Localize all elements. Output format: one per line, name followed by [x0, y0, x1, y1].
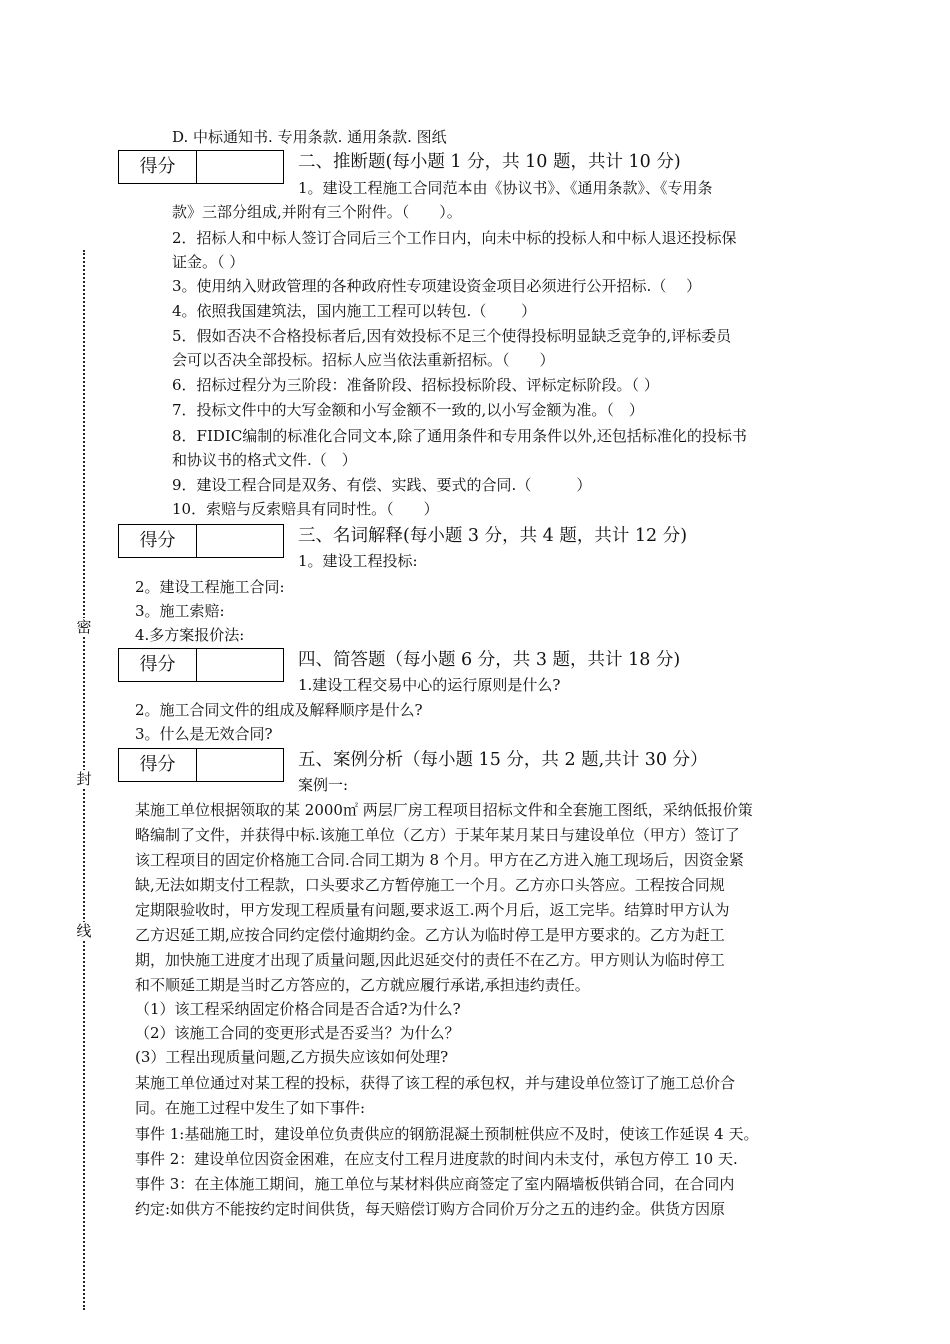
section4-title: 四、简答题（每小题 6 分，共 3 题，共计 18 分) [298, 650, 681, 670]
q2-line: 6．招标过程分为三阶段：准备阶段、招标投标阶段、评标定标阶段。（ ） [172, 376, 659, 394]
q2-line: 5．假如否决不合格投标者后,因有效投标不足三个使得投标明显缺乏竞争的,评标委员 [172, 327, 732, 345]
case-line: 乙方迟延工期,应按合同约定偿付逾期约金。乙方认为临时停工是甲方要求的。乙方为赶工 [135, 926, 725, 944]
score-box-section5 [118, 748, 284, 782]
score-label: 得分 [119, 749, 197, 781]
q2-line: 和协议书的格式文件.（ ） [172, 451, 357, 469]
score-box-section2 [118, 150, 284, 184]
section3-title: 三、名词解释(每小题 3 分，共 4 题，共计 12 分) [298, 526, 688, 546]
case-question: (3）工程出现质量问题,乙方损失应该如何处理? [135, 1048, 449, 1066]
q3-line: 1。建设工程投标: [298, 552, 418, 570]
case-line: 某施工单位通过对某工程的投标，获得了该工程的承包权，并与建设单位签订了施工总价合 [135, 1074, 736, 1092]
binding-char-closed: 封 [76, 770, 92, 788]
score-blank [197, 525, 283, 557]
binding-char-seal: 密 [76, 618, 92, 636]
case-question: （1）该工程采纳固定价格合同是否合适?为什么? [135, 1000, 461, 1018]
q4-line: 1.建设工程交易中心的运行原则是什么? [298, 676, 561, 694]
case-line: 某施工单位根据领取的某 2000㎡ 两层厂房工程项目招标文件和全套施工图纸，采纳低报价策 [135, 801, 753, 819]
score-label: 得分 [119, 525, 197, 557]
q2-line: 3。使用纳入财政管理的各种政府性专项建设资金项目必须进行公开招标.（ ） [172, 277, 702, 295]
section5-title: 五、案例分析（每小题 15 分，共 2 题,共计 30 分） [298, 750, 708, 770]
score-box-section4 [118, 648, 284, 682]
option-d: D. 中标通知书. 专用条款. 通用条款. 图纸 [172, 128, 447, 146]
q3-line: 4.多方案报价法: [135, 626, 245, 644]
case-line: 和不顺延工期是当时乙方答应的，乙方就应履行承诺,承担违约责任。 [135, 976, 590, 994]
q3-line: 2。建设工程施工合同: [135, 578, 285, 596]
q2-line: 款》三部分组成,并附有三个附件。（ ）。 [172, 203, 462, 221]
q2-line: 会可以否决全部投标。招标人应当依法重新招标。（ ） [172, 351, 555, 369]
q4-line: 3。什么是无效合同? [135, 725, 273, 743]
case-line: 同。在施工过程中发生了如下事件: [135, 1099, 366, 1117]
case-line: 事件 3：在主体施工期间，施工单位与某材料供应商签定了室内隔墙板供销合同，在合同内 [135, 1175, 735, 1193]
case-line: 定期限验收时，甲方发现工程质量有问题,要求返工.两个月后，返工完毕。结算时甲方认为 [135, 901, 730, 919]
q2-line: 8．FIDIC编制的标准化合同文本,除了通用条件和专用条件以外,还包括标准化的投标书 [172, 427, 747, 445]
section2-title: 二、推断题(每小题 1 分，共 10 题，共计 10 分) [298, 152, 681, 172]
case-question: （2）该施工合同的变更形式是否妥当？为什么？ [135, 1024, 460, 1042]
binding-char-line: 线 [76, 922, 92, 940]
q2-line: 2．招标人和中标人签订合同后三个工作日内，向未中标的投标人和中标人退还投标保 [172, 229, 737, 247]
case-line: 事件 1:基础施工时，建设单位负责供应的钢筋混凝土预制桩供应不及时，使该工作延误 4 天。 [135, 1125, 759, 1143]
q2-line: 9．建设工程合同是双务、有偿、实践、要式的合同.（ ） [172, 476, 592, 494]
score-label: 得分 [119, 151, 197, 183]
q2-line: 4。依照我国建筑法，国内施工工程可以转包.（ ） [172, 302, 537, 320]
q2-line: 10．索赔与反索赔具有同时性。（ ） [172, 500, 439, 518]
score-label: 得分 [119, 649, 197, 681]
score-blank [197, 649, 283, 681]
case-line: 约定:如供方不能按约定时间供货，每天赔偿订购方合同价万分之五的违约金。供货方因原 [135, 1200, 726, 1218]
q2-line: 7．投标文件中的大写金额和小写金额不一致的,以小写金额为准。（ ） [172, 401, 644, 419]
case-line: 略编制了文件，并获得中标.该施工单位（乙方）于某年某月某日与建设单位（甲方）签订了 [135, 826, 740, 844]
case1-label: 案例一: [298, 776, 349, 794]
q2-line: 证金。（ ） [172, 253, 245, 271]
case-line: 期，加快施工进度才出现了质量问题,因此迟延交付的责任不在乙方。甲方则认为临时停工 [135, 951, 725, 969]
q3-line: 3。施工索赔: [135, 602, 225, 620]
case-line: 缺,无法如期支付工程款，口头要求乙方暂停施工一个月。乙方亦口头答应。工程按合同规 [135, 876, 725, 894]
q4-line: 2。施工合同文件的组成及解释顺序是什么? [135, 701, 423, 719]
case-line: 该工程项目的固定价格施工合同.合同工期为 8 个月。甲方在乙方进入施工现场后，因资金紧 [135, 851, 744, 869]
score-box-section3 [118, 524, 284, 558]
score-blank [197, 749, 283, 781]
case-line: 事件 2：建设单位因资金困难，在应支付工程月进度款的时间内未支付，承包方停工 10 天. [135, 1150, 738, 1168]
score-blank [197, 151, 283, 183]
q2-line: 1。建设工程施工合同范本由《协议书》、《通用条款》、《专用条 [298, 179, 713, 197]
